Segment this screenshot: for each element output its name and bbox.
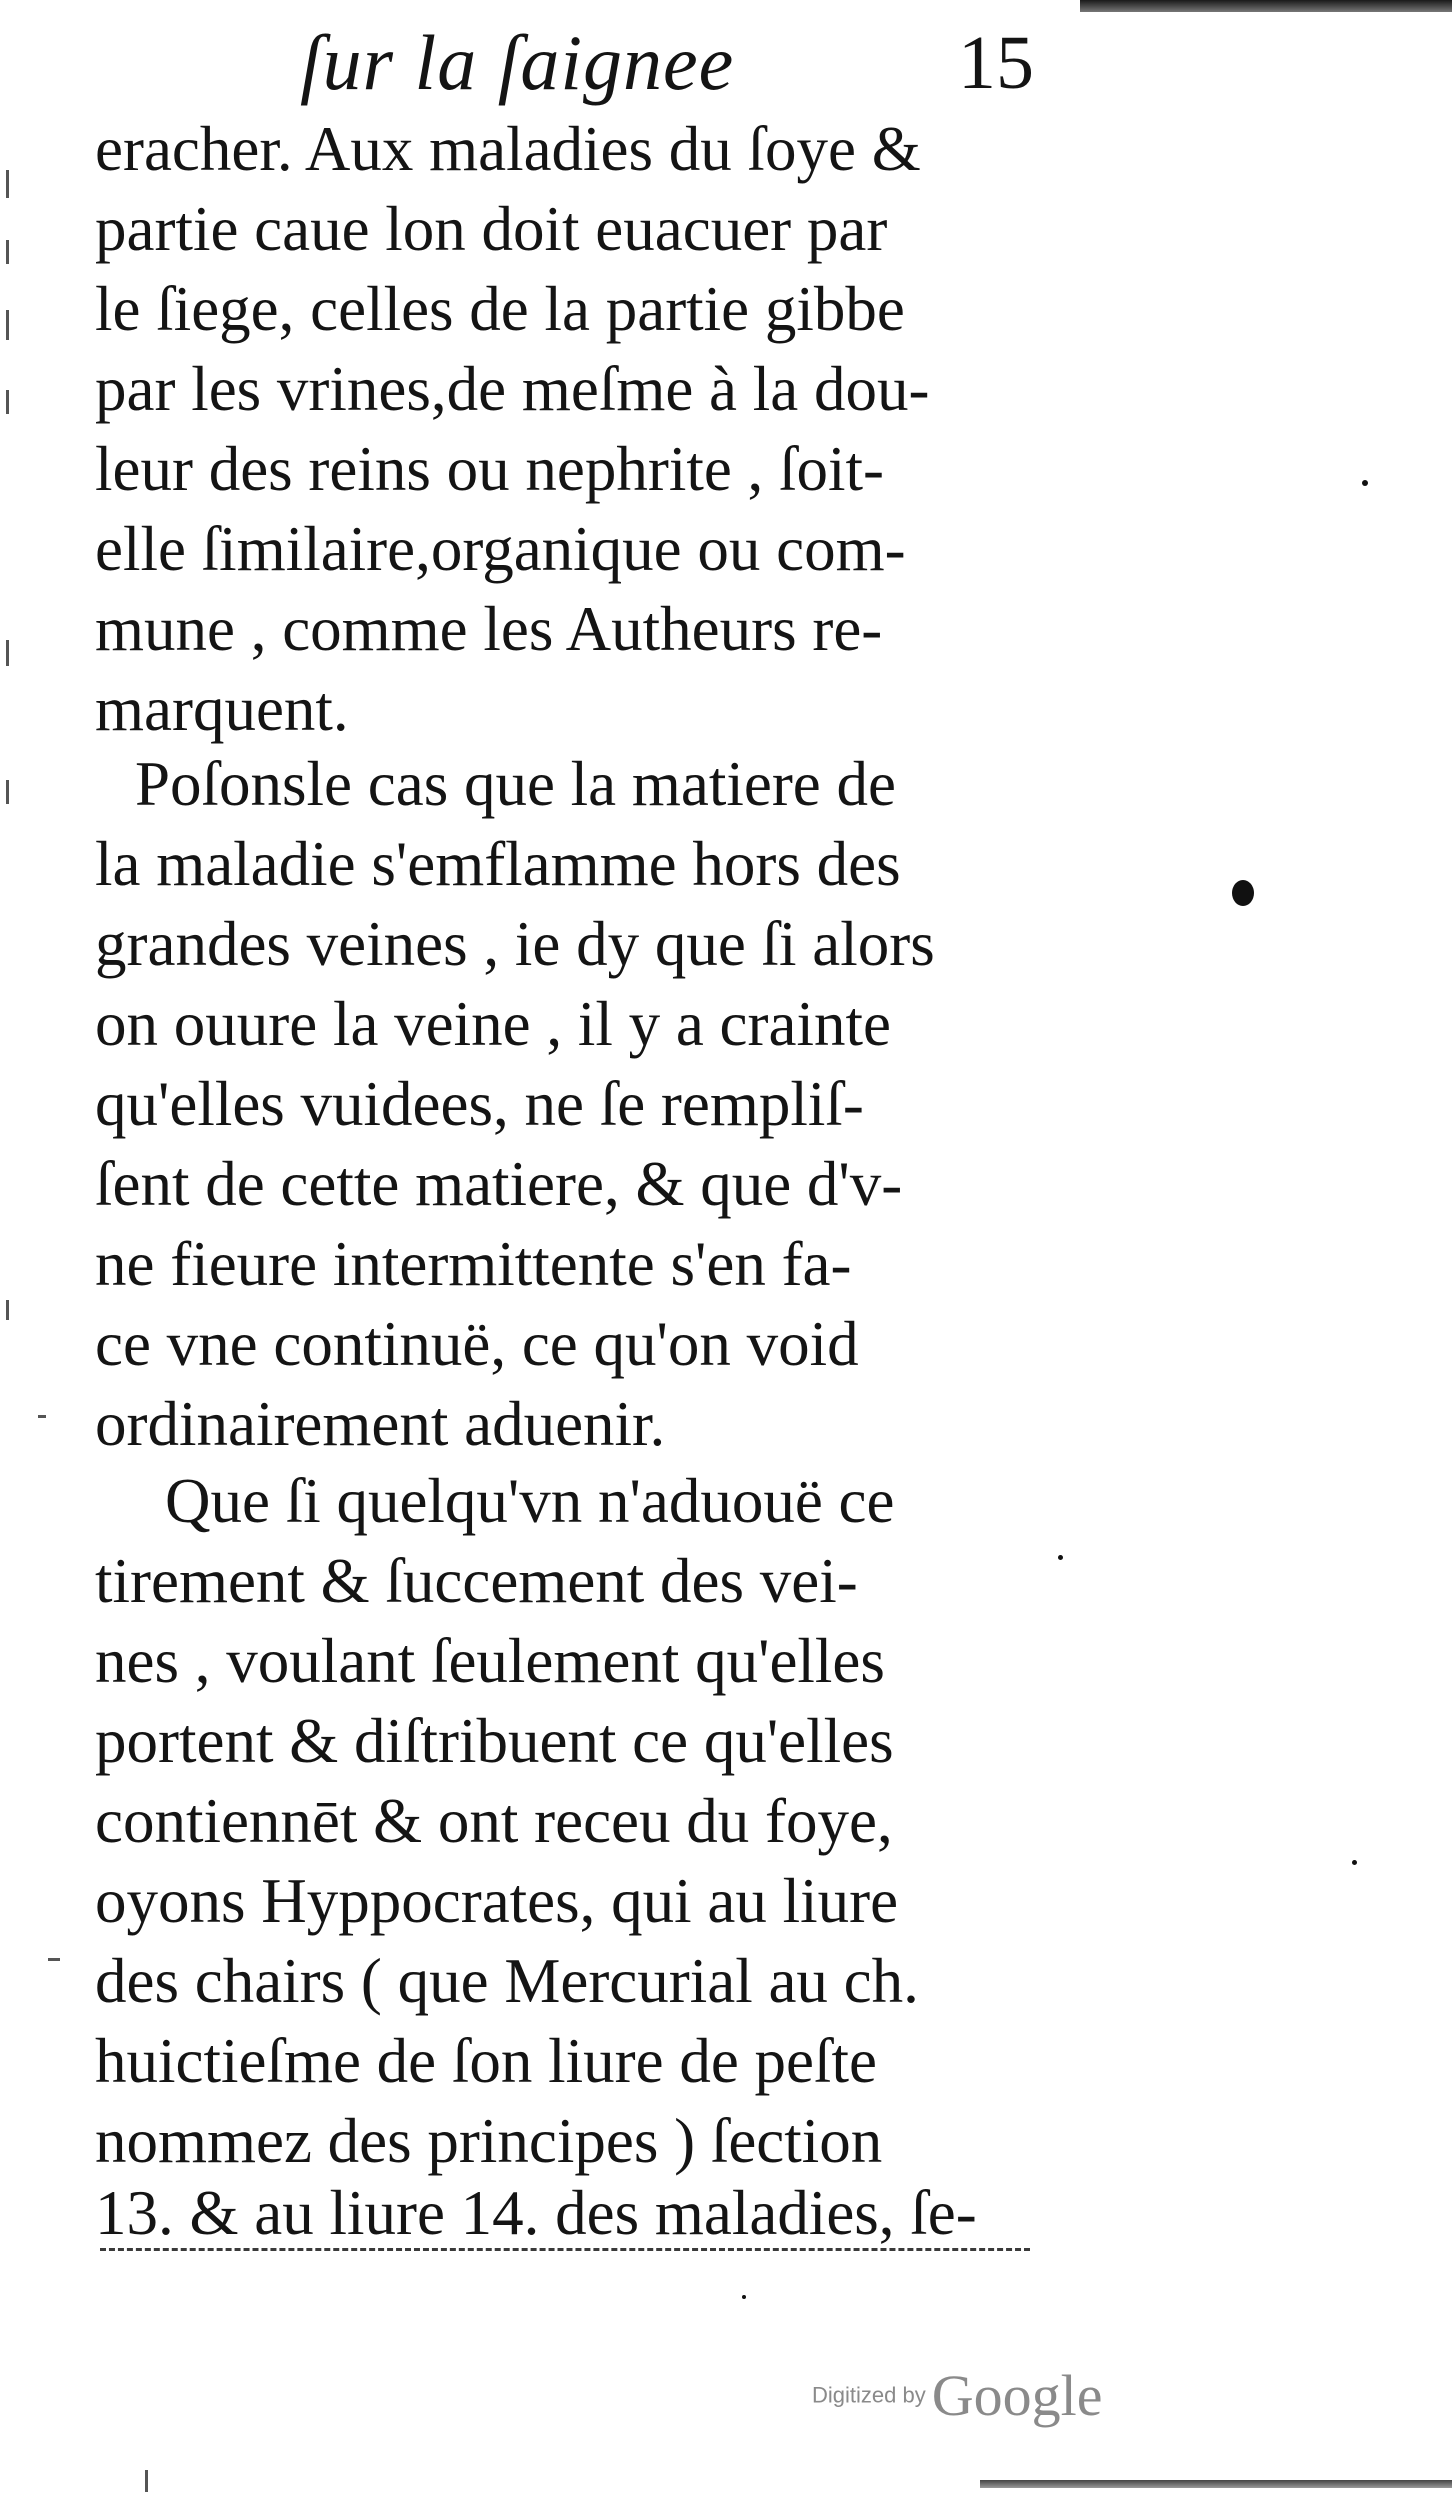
gutter-mark <box>6 170 9 198</box>
text-line-21: portent & diſtribuent ce qu'elles <box>95 1706 894 1776</box>
text-line-26: nommez des principes ) ſection <box>95 2106 883 2176</box>
text-line-4: par les vrines,de meſme à la dou- <box>95 354 930 424</box>
digitizer-brand: Google <box>931 2363 1103 2428</box>
gutter-mark <box>6 240 9 264</box>
text-line-17: ordinairement aduenir. <box>95 1389 666 1459</box>
gutter-mark <box>38 1415 46 1418</box>
ink-speck <box>1362 480 1368 486</box>
text-line-10: la maladie s'emflamme hors des <box>95 829 901 899</box>
text-line-16: ce vne continuë, ce qu'on void <box>95 1309 859 1379</box>
gutter-mark <box>145 2470 148 2492</box>
text-line-8: marquent. <box>95 674 349 744</box>
ink-speck <box>1352 1860 1357 1865</box>
text-line-23: oyons Hyppocrates, qui au liure <box>95 1866 899 1936</box>
ink-speck <box>742 2295 746 2299</box>
text-line-1: eracher. Aux maladies du ſoye & <box>95 114 921 184</box>
text-line-3: le ſiege, celles de la partie gibbe <box>95 274 905 344</box>
running-title: ſur la ſaignee <box>300 19 735 106</box>
gutter-mark <box>48 1958 60 1961</box>
page-number: 15 <box>958 21 1034 105</box>
gutter-mark <box>6 310 9 340</box>
top-edge-rule <box>1080 0 1452 12</box>
gutter-mark <box>6 390 9 414</box>
text-line-18: Que ſi quelqu'vn n'aduouë ce <box>165 1466 895 1536</box>
gutter-mark <box>6 640 9 666</box>
ink-speck <box>1232 880 1254 906</box>
gutter-mark <box>6 780 9 804</box>
bottom-edge-rule <box>980 2480 1452 2488</box>
text-line-7: mune , comme les Autheurs re- <box>95 594 883 664</box>
text-line-14: ſent de cette matiere, & que d'v- <box>95 1149 903 1219</box>
text-line-2: partie caue lon doit euacuer par <box>95 194 888 264</box>
text-line-24: des chairs ( que Mercurial au ch. <box>95 1946 919 2016</box>
text-line-20: nes , voulant ſeulement qu'elles <box>95 1626 885 1696</box>
ink-speck <box>1058 1555 1063 1560</box>
text-line-12: on ouure la veine , il y a crainte <box>95 989 891 1059</box>
text-line-13: qu'elles vuidees, ne ſe rempliſ- <box>95 1069 864 1139</box>
digitized-by-label: Digitized by <box>812 2382 926 2408</box>
text-line-15: ne fieure intermittente s'en fa- <box>95 1229 852 1299</box>
text-line-6: elle ſimilaire,organique ou com- <box>95 514 906 584</box>
text-line-9: Poſonsle cas que la matiere de <box>135 749 896 819</box>
text-line-19: tirement & ſuccement des vei- <box>95 1546 858 1616</box>
gutter-mark <box>6 1300 9 1320</box>
text-line-27: 13. & au liure 14. des maladies, ſe- <box>95 2178 977 2248</box>
text-line-25: huictieſme de ſon liure de peſte <box>95 2026 877 2096</box>
text-line-11: grandes veines , ie dy que ſi alors <box>95 909 935 979</box>
text-line-22: contiennēt & ont receu du foye, <box>95 1786 893 1856</box>
page-bottom-rule <box>100 2248 1030 2251</box>
text-line-5: leur des reins ou nephrite , ſoit- <box>95 434 885 504</box>
digitization-attribution <box>812 2362 1102 2429</box>
